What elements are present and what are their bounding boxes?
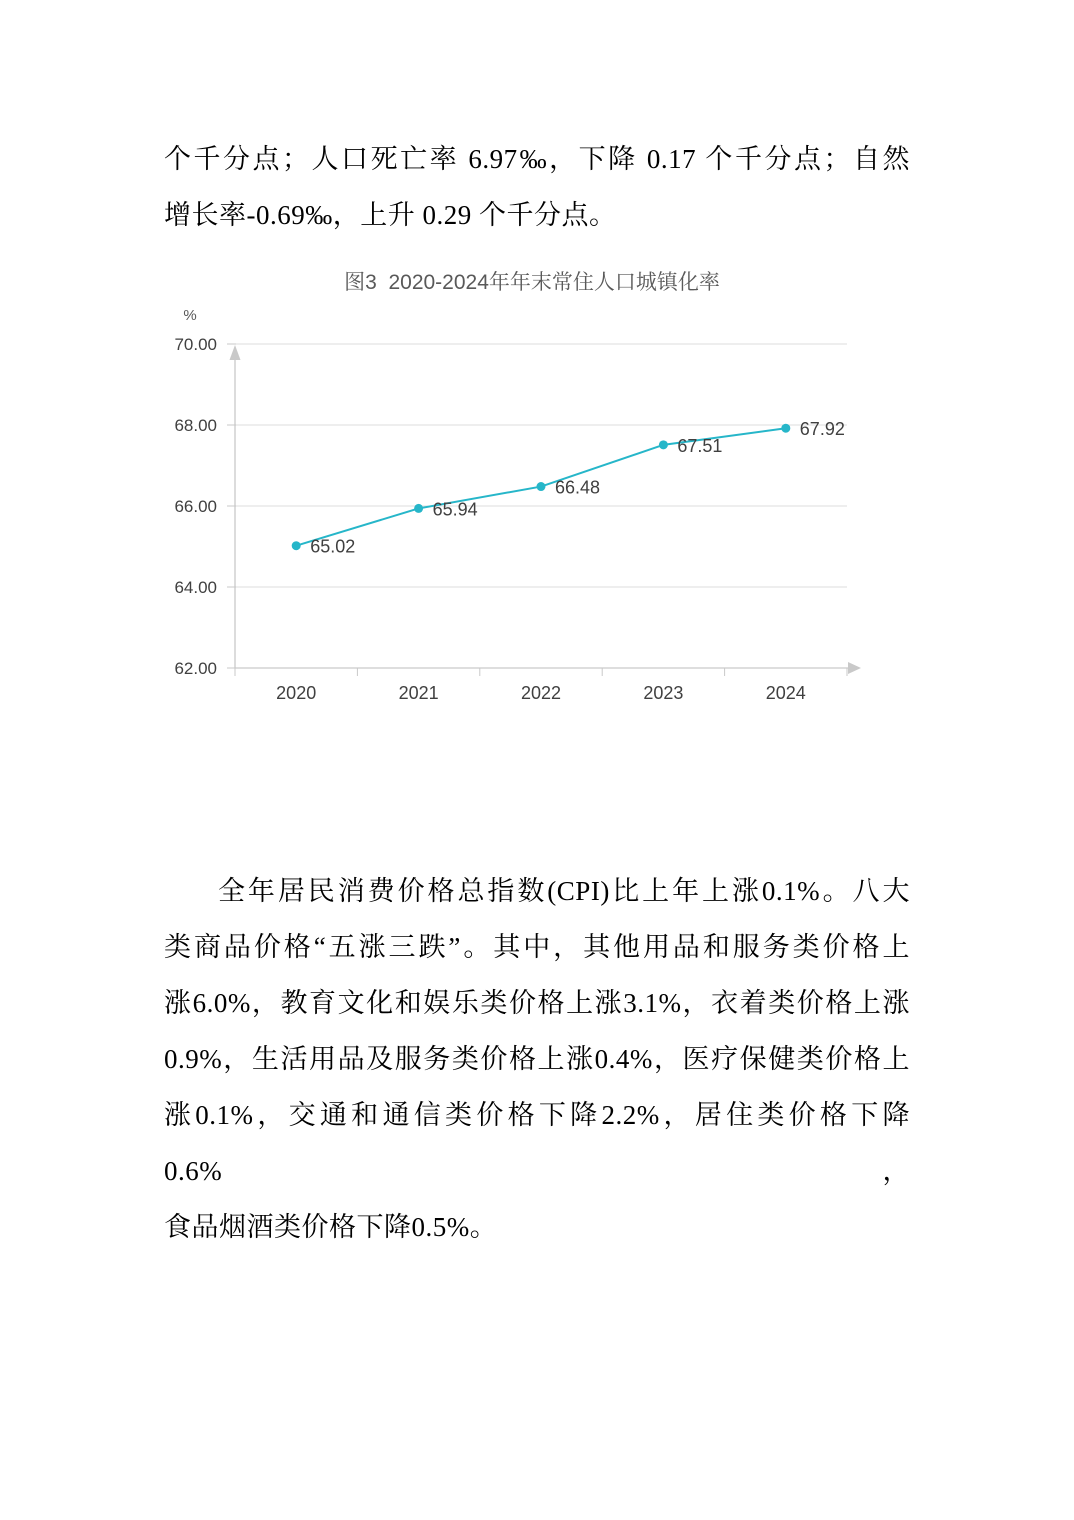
text-line: 涨0.1%，交通和通信类价格下降2.2%，居住类价格下降0.6%， — [164, 1100, 910, 1186]
x-tick-label: 2022 — [520, 683, 562, 703]
data-point — [781, 424, 790, 433]
y-tick-label: 62.00 — [174, 659, 217, 678]
data-point — [537, 482, 546, 491]
data-point — [292, 541, 301, 550]
text-line: 增长率-0.69‰，上升 0.29 个千分点。 — [164, 200, 617, 230]
x-tick-label: 2021 — [398, 683, 439, 703]
text-line: 类商品价格“五涨三跌”。其中，其他用品和服务类价格上 — [164, 932, 910, 962]
x-tick-label: 2020 — [276, 683, 317, 703]
line-chart — [160, 300, 920, 715]
data-label: 65.94 — [432, 499, 478, 520]
data-point — [659, 440, 668, 449]
data-label: 66.48 — [555, 477, 601, 498]
chart-title: 图3 2020-2024年年末常住人口城镇化率 — [344, 271, 720, 294]
text-line: 0.9%，生活用品及服务类价格上涨0.4%，医疗保健类价格上 — [164, 1044, 910, 1074]
x-axis-arrow-icon — [848, 662, 861, 674]
y-tick-label: 70.00 — [174, 335, 217, 354]
x-tick-label: 2023 — [643, 683, 684, 703]
text-line: 全年居民消费价格总指数(CPI)比上年上涨0.1%。八大 — [218, 876, 910, 906]
text-line: 食品烟酒类价格下降0.5%。 — [164, 1212, 498, 1242]
paragraph-top — [164, 131, 910, 243]
text-line: 涨6.0%，教育文化和娱乐类价格上涨3.1%，衣着类价格上涨 — [164, 988, 910, 1018]
data-label: 67.51 — [677, 435, 723, 456]
y-tick-label: 64.00 — [174, 578, 217, 597]
y-axis-unit-label: % — [183, 307, 197, 324]
text-line: 个千分点；人口死亡率 6.97‰，下降 0.17 个千分点；自然 — [164, 144, 910, 174]
y-tick-label: 66.00 — [174, 497, 217, 516]
data-label: 65.02 — [310, 536, 356, 557]
y-tick-label: 68.00 — [174, 416, 217, 435]
paragraph-bottom — [164, 863, 910, 1255]
y-axis-arrow-icon — [230, 345, 241, 360]
x-tick-label: 2024 — [765, 683, 806, 703]
data-point — [414, 504, 423, 513]
data-label: 67.92 — [799, 419, 845, 440]
